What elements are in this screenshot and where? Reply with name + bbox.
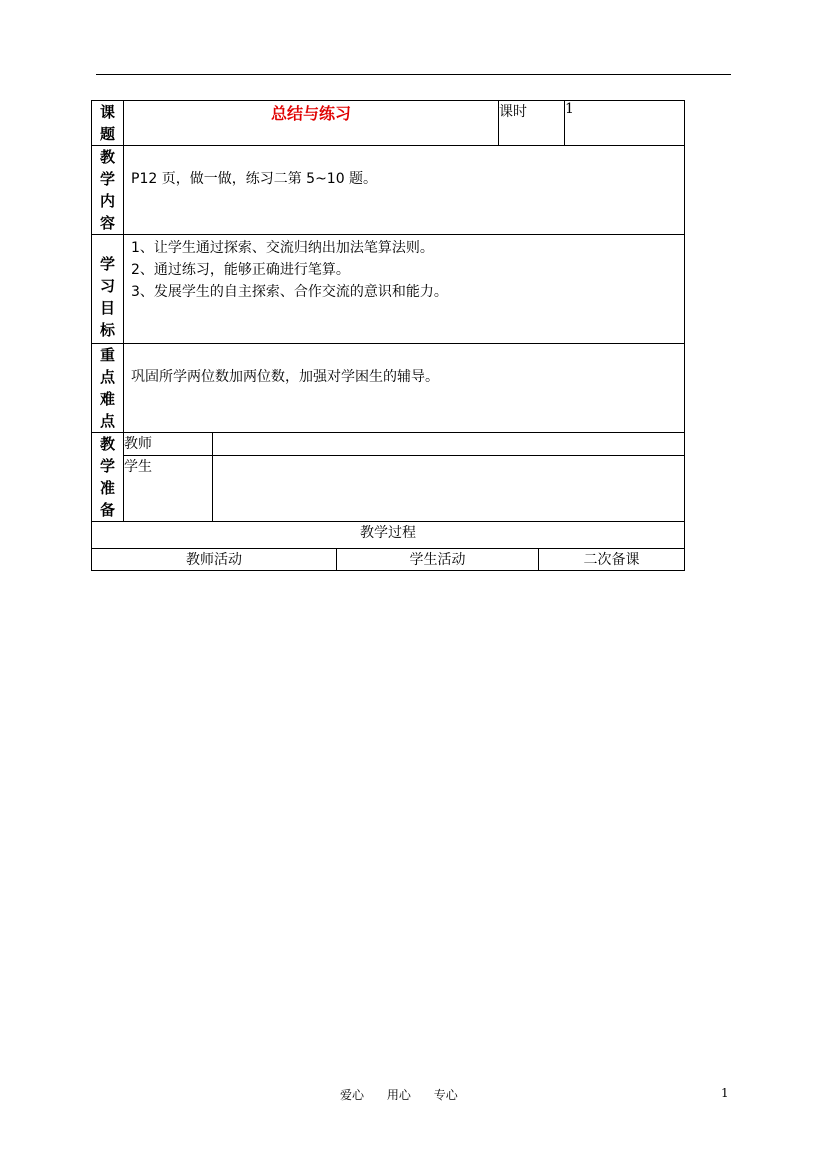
goal-item: 1、让学生通过探索、交流归纳出加法笔算法则。 [131, 240, 434, 256]
focus-row [92, 344, 685, 433]
footer-motto: 爱心 用心 专心 [340, 1088, 458, 1102]
period-label: 课时 [499, 101, 565, 146]
column-header-row [92, 549, 685, 571]
prep-label: 教 学 准 备 [92, 433, 124, 522]
second-prep-header: 二次备课 [539, 549, 685, 571]
goal-item: 2、通过练习，能够正确进行笔算。 [131, 262, 350, 278]
prep-teacher-value [213, 433, 685, 456]
topic-row [92, 101, 685, 146]
focus-label: 重 点 难 点 [92, 344, 124, 433]
topic-value-cell [124, 101, 499, 146]
content-value-cell [124, 146, 685, 235]
focus-value: 巩固所学两位数加两位数，加强对学困生的辅导。 [131, 369, 439, 385]
prep-teacher-row [92, 433, 685, 456]
content-row [92, 146, 685, 235]
lesson-plan-table [91, 100, 685, 571]
teacher-activity-header: 教师活动 [92, 549, 337, 571]
student-activity-header: 学生活动 [337, 549, 539, 571]
period-value: 1 [565, 101, 685, 146]
prep-student-value [213, 455, 685, 521]
process-title: 教学过程 [92, 522, 685, 549]
page-number: 1 [721, 1086, 729, 1100]
topic-title: 总结与练习 [271, 104, 352, 123]
goals-row [92, 235, 685, 344]
focus-cell [124, 344, 685, 433]
goals-label: 学 习 目 标 [92, 235, 124, 344]
topic-label: 课 题 [92, 101, 124, 146]
goals-cell [124, 235, 685, 344]
prep-student-label: 学生 [124, 455, 213, 521]
goal-item: 3、发展学生的自主探索、合作交流的意识和能力。 [131, 284, 448, 300]
header-rule [96, 74, 731, 75]
process-row [92, 522, 685, 549]
goals-list [124, 235, 684, 303]
content-label: 教 学 内 容 [92, 146, 124, 235]
prep-student-row [92, 455, 685, 521]
content-value: P12 页，做一做，练习二第 5~10 题。 [131, 171, 378, 187]
prep-teacher-label: 教师 [124, 433, 213, 456]
